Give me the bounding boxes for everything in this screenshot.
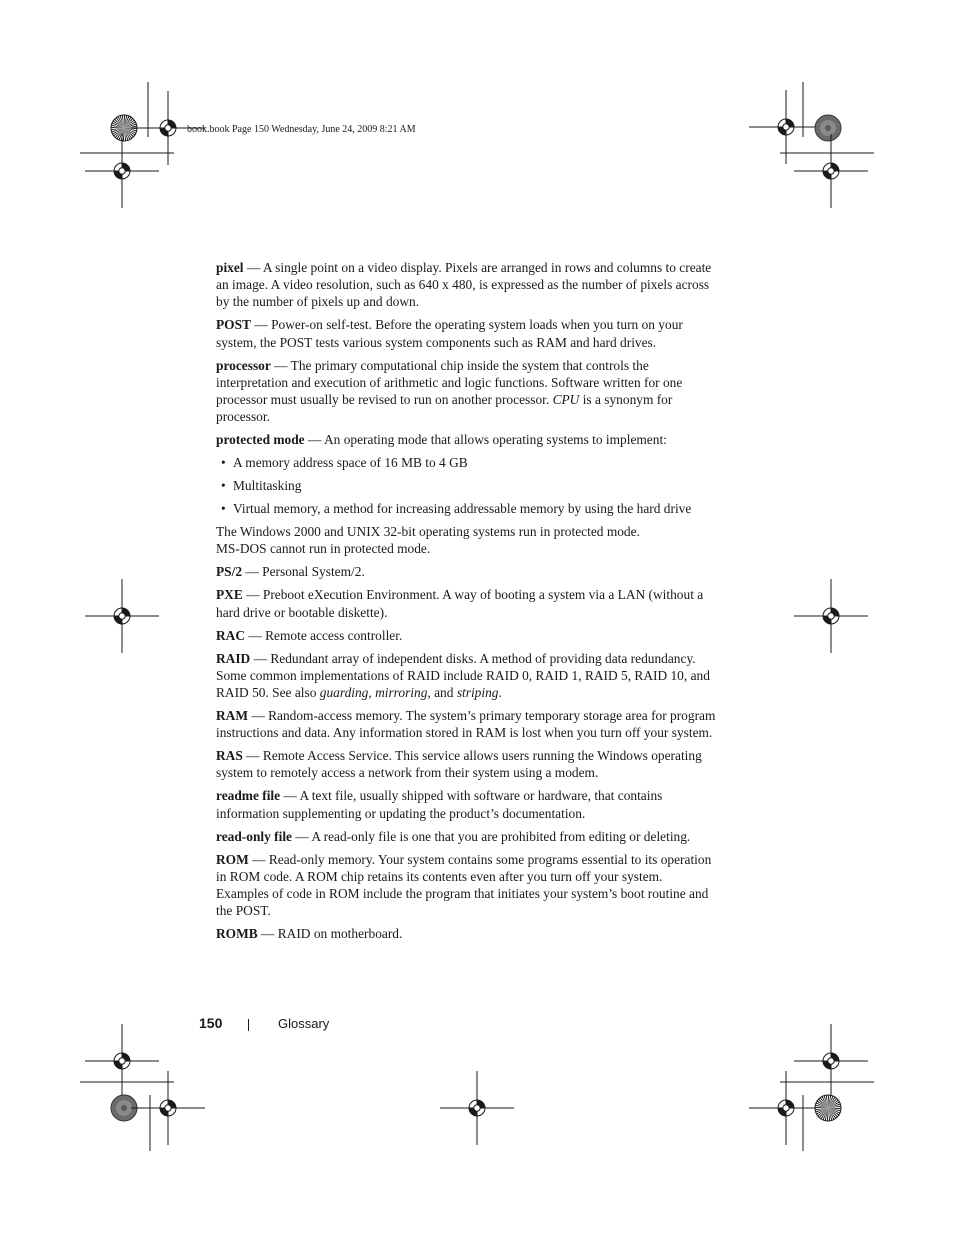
term-separator: — [304, 432, 324, 448]
glossary-term: ROM [216, 851, 249, 867]
definition-text: Random-access memory. The system’s primary temporary storage area for program instructions and data. Any information stored in RAM is lost when you turn off your system. [216, 708, 716, 741]
halftone-disc-core [121, 1105, 127, 1111]
glossary-term: RAID [216, 650, 251, 666]
bullet-item [216, 454, 716, 471]
glossary-entry [216, 650, 716, 702]
bullet-dot-icon: • [221, 501, 226, 517]
bullet-dot-icon: • [221, 455, 226, 471]
note-line: MS-DOS cannot run in protected mode. [216, 541, 431, 557]
bullet-dot-icon: • [221, 478, 226, 494]
glossary-entry [216, 563, 716, 580]
registration-center [119, 168, 125, 174]
term-separator: — [270, 357, 291, 373]
halftone-disc-core [825, 125, 831, 131]
definition-text: Personal System/2. [262, 564, 365, 580]
glossary-term: processor [216, 357, 271, 373]
bullet-text: A memory address space of 16 MB to 4 GB [233, 455, 468, 471]
definition-text: Preboot eXecution Environment. A way of booting a system via a LAN (without a hard drive or bootable diskette). [216, 587, 704, 620]
registration-center [783, 1105, 789, 1111]
definition-text: . [498, 685, 502, 701]
footer-section-name: Glossary [278, 1016, 330, 1031]
term-separator: — [242, 564, 263, 580]
definition-emphasis: CPU [552, 392, 580, 408]
definition-text: RAID on motherboard. [277, 926, 403, 942]
definition-text: , [368, 685, 376, 701]
registration-center [119, 1058, 125, 1064]
definition-text: , and [427, 685, 457, 701]
bullet-list [216, 454, 716, 517]
glossary-entry [216, 828, 716, 845]
glossary-entry [216, 851, 716, 920]
glossary-entry [216, 431, 716, 448]
glossary-entry [216, 787, 716, 821]
registration-center [828, 168, 834, 174]
definition-text: A read-only file is one that you are prohibited from editing or deleting. [311, 828, 691, 844]
definition-emphasis: mirroring [375, 685, 428, 701]
term-separator: — [292, 828, 312, 844]
term-separator: — [243, 260, 263, 275]
glossary-term: ROMB [216, 926, 258, 942]
glossary-term: RAS [216, 748, 243, 764]
glossary-entry [216, 357, 716, 426]
glossary-entry [216, 586, 716, 620]
term-separator: — [250, 650, 271, 666]
term-separator: — [242, 748, 263, 764]
glossary-term: pixel [216, 260, 244, 275]
glossary-term: RAM [216, 708, 248, 724]
glossary-entry [216, 925, 716, 942]
term-separator: — [247, 708, 269, 724]
bullet-text: Virtual memory, a method for increasing addressable memory by using the hard drive [233, 501, 692, 517]
definition-text: Read-only memory. Your system contains some programs essential to its operation in ROM code. A ROM chip retains its contents even after you turn off your system. Examples of code in ROM include the program that initiates your system’s boot routine and the POST. [216, 851, 712, 919]
definition-text: A text file, usually shipped with software or hardware, that contains information supplementing or updating the product’s documentation. [216, 788, 663, 821]
definition-text: A single point on a video display. Pixels are arranged in rows and columns to create an image. A video resolution, such as 640 x 480, is expressed as the number of pixels across by the number of pixels up and down. [216, 260, 712, 310]
note-line: The Windows 2000 and UNIX 32-bit operating systems run in protected mode. [216, 524, 640, 540]
definition-text: Remote Access Service. This service allows users running the Windows operating system to remotely access a network from their system using a modem. [216, 748, 702, 781]
print-slug-line: book.book Page 150 Wednesday, June 24, 2009 8:21 AM [187, 124, 416, 135]
glossary-entry [216, 627, 716, 644]
registration-center [474, 1105, 480, 1111]
definition-text: Redundant array of independent disks. A method of providing data redundancy. Some common implementations of RAID include RAID 0, RAID 1, RAID 5, RAID 10, and RAID 50. See also [216, 650, 710, 701]
glossary-term: RAC [216, 627, 246, 643]
glossary-entry [216, 747, 716, 781]
registration-center [165, 125, 171, 131]
term-separator: — [248, 851, 269, 867]
glossary-entry [216, 316, 716, 350]
term-separator: — [280, 788, 300, 804]
registration-center [828, 1058, 834, 1064]
registration-center [828, 613, 834, 619]
term-separator: — [257, 926, 278, 942]
definition-text: Remote access controller. [265, 627, 403, 643]
definition-text: is a synonym for processor. [216, 392, 673, 425]
glossary-term: read-only file [216, 828, 292, 844]
definition-text: The primary computational chip inside the system that controls the interpretation and execution of arithmetic and logic functions. Software written for one processor must usually be revised to run on another processor. [216, 357, 683, 408]
definition-emphasis: guarding [319, 685, 369, 701]
bullet-item [216, 500, 716, 517]
bullet-item [216, 477, 716, 494]
glossary-term: POST [216, 317, 251, 333]
term-separator: — [242, 587, 263, 603]
registration-center [119, 613, 125, 619]
page-number: 150 [199, 1015, 223, 1031]
glossary-term: PS/2 [216, 564, 243, 580]
definition-text: Power-on self-test. Before the operating system loads when you turn on your system, the POST tests various system components such as RAM and hard drives. [216, 317, 683, 350]
glossary-entry [216, 707, 716, 741]
definition-text: An operating mode that allows operating systems to implement: [324, 432, 667, 448]
glossary-term: PXE [216, 587, 243, 603]
definition-emphasis: striping [456, 685, 499, 701]
glossary-content [216, 259, 716, 948]
registration-center [783, 124, 789, 130]
glossary-term: readme file [216, 788, 281, 804]
term-separator: — [250, 317, 272, 333]
bullet-text: Multitasking [233, 478, 302, 494]
glossary-entry [216, 259, 716, 311]
entry-note [216, 523, 716, 557]
term-separator: — [245, 627, 266, 643]
footer-separator [248, 1019, 249, 1031]
registration-center [165, 1105, 171, 1111]
glossary-term: protected mode [216, 432, 305, 448]
